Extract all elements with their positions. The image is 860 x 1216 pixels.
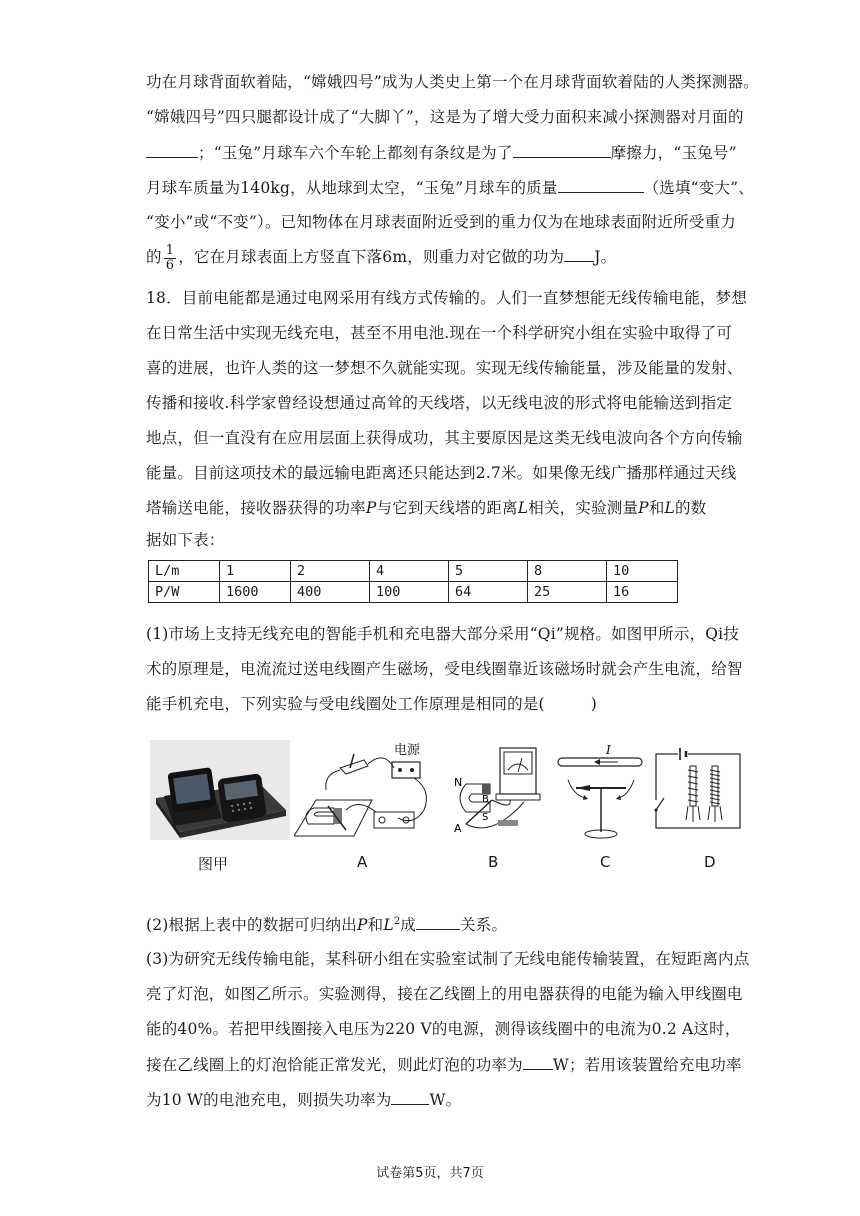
text-line: 能量。目前这项技术的最远输电距离还只能达到2.7米。如果像无线广播那样通过天线 — [146, 464, 737, 482]
text-segment: 和 — [648, 499, 665, 517]
text-segment: 摩擦力，“玉兔号” — [610, 144, 737, 162]
text-line — [146, 142, 737, 163]
table-row — [149, 561, 678, 582]
text-line: 据如下表： — [146, 531, 225, 549]
text-segment: 与它到天线塔的距离 — [376, 499, 518, 517]
answer-blank[interactable] — [564, 246, 594, 262]
variable-l: L — [517, 499, 529, 517]
question-18-line: 18．目前电能都是通过电网采用有线方式传输的。人们一直梦想能无线传输电能，梦想 — [146, 289, 748, 307]
experiment-d-diagram — [652, 740, 744, 844]
text-segment: （选填“变大”、 — [643, 179, 755, 197]
table-cell: 10 — [607, 561, 678, 582]
subquestion-2-line — [146, 914, 507, 935]
text-line: 喜的进展，也许人类的这一梦想不久就能实现。实现无线传输能量，涉及能量的发射、 — [146, 359, 743, 377]
answer-blank[interactable] — [146, 142, 198, 158]
text-segment: ；“玉兔”月球车六个车轮上都刻有条纹是为了 — [198, 144, 513, 162]
answer-blank[interactable] — [513, 142, 611, 158]
wireless-charger-photo — [150, 740, 290, 840]
text-segment: 和 — [367, 916, 384, 934]
text-segment: ) — [590, 695, 597, 713]
text-line — [146, 498, 706, 518]
text-line — [146, 242, 616, 273]
figure-caption: 图甲 — [198, 855, 229, 873]
text-segment: W。 — [429, 1091, 462, 1109]
answer-blank[interactable] — [391, 1089, 429, 1105]
text-line: “嫦娥四号”四只腿都设计成了“大脚丫”，这是为了增大受力面积来减小探测器对月面的 — [146, 108, 744, 126]
answer-blank[interactable] — [558, 177, 644, 193]
fraction-numerator: 1 — [165, 242, 175, 258]
table-cell: 2 — [291, 561, 370, 582]
text-segment: 成 — [400, 916, 417, 934]
text-segment: ，它在月球表面上方竖直下落6m，则重力对它做的功为 — [178, 248, 565, 266]
text-line — [146, 1089, 461, 1110]
text-segment: 关系。 — [460, 916, 508, 934]
table-cell: 8 — [528, 561, 607, 582]
table-cell: 100 — [370, 582, 449, 603]
text-line: 传播和接收.科学家曾经设想通过高耸的天线塔，以无线电波的形式将电能输送到指定 — [146, 394, 733, 412]
variable-l: L — [383, 916, 394, 934]
data-table — [148, 560, 678, 603]
table-row — [149, 582, 678, 603]
text-segment: 接在乙线圈上的灯泡恰能正常发光，则此灯泡的功率为 — [146, 1056, 523, 1074]
text-line — [146, 177, 754, 198]
table-cell: 4 — [370, 561, 449, 582]
experiment-c-diagram — [556, 740, 646, 844]
figure-caption: D — [704, 853, 716, 871]
table-cell: 64 — [449, 582, 528, 603]
magnet-north-label: N — [454, 776, 463, 789]
text-line — [146, 694, 597, 714]
variable-p: P — [365, 499, 377, 517]
fraction-denominator: 6 — [165, 257, 175, 273]
variable-l: L — [664, 499, 676, 517]
table-cell: 25 — [528, 582, 607, 603]
table-cell: 400 — [291, 582, 370, 603]
exponent: 2 — [393, 915, 401, 927]
text-segment: 月球车质量为140kg，从地球到太空，“玉兔”月球车的质量 — [146, 179, 558, 197]
text-segment: W；若用该装置给充电功率 — [552, 1056, 742, 1074]
text-line — [146, 1054, 742, 1075]
text-segment: 能手机充电，下列实验与受电线圈处工作原理是相同的是( — [146, 695, 545, 713]
text-line: 术的原理是，电流流过送电线圈产生磁场，受电线圈靠近该磁场时就会产生电流，给智 — [146, 660, 743, 678]
figure-caption: B — [488, 853, 499, 871]
subquestion-3-line: (3)为研究无线传输电能，某科研小组在实验室试制了无线电能传输装置，在短距离内点 — [146, 950, 750, 968]
variable-p: P — [638, 499, 649, 517]
text-line: 功在月球背面软着陆，“嫦娥四号”成为人类史上第一个在月球背面软着陆的人类探测器。 — [146, 73, 759, 91]
experiment-b-diagram — [452, 740, 544, 844]
table-cell: 1 — [220, 561, 291, 582]
experiment-a-diagram — [294, 740, 448, 844]
conductor-b-label: B — [482, 794, 489, 805]
table-cell: L/m — [149, 561, 220, 582]
text-line: 能的40%。若把甲线圈接入电压为220 V的电源，测得该线圈中的电流为0.2 A这时， — [146, 1020, 741, 1038]
text-line: 地点，但一直没有在应用层面上获得成功，其主要原因是这类无线电波向各个方向传输 — [146, 429, 743, 447]
fraction — [164, 244, 176, 273]
text-segment: J。 — [594, 248, 617, 266]
answer-blank[interactable] — [416, 914, 460, 930]
variable-p: P — [356, 916, 368, 934]
table-cell: 5 — [449, 561, 528, 582]
text-segment: 塔输送电能，接收器获得的功率 — [146, 499, 366, 517]
text-segment: 为10 W的电池充电，则损失功率为 — [146, 1091, 392, 1109]
figure-caption: A — [357, 853, 368, 871]
text-segment: 的数 — [675, 499, 707, 517]
text-line: 在日常生活中实现无线充电，甚至不用电池.现在一个科学研究小组在实验中取得了可 — [146, 324, 733, 342]
text-line: 亮了灯泡，如图乙所示。实验测得，接在乙线圈上的用电器获得的电能为输入甲线圈电 — [146, 985, 743, 1003]
magnet-south-label: S — [482, 812, 489, 823]
table-cell: 1600 — [220, 582, 291, 603]
text-segment: (2)根据上表中的数据可归纳出 — [146, 916, 357, 934]
table-cell: P/W — [149, 582, 220, 603]
table-cell: 16 — [607, 582, 678, 603]
figure-caption: C — [600, 853, 611, 871]
page-footer: 试卷第5页，共7页 — [376, 1166, 484, 1181]
text-segment: 的 — [146, 248, 162, 266]
text-segment: 相关，实验测量 — [528, 499, 639, 517]
power-source-label: 电源 — [394, 743, 421, 758]
conductor-a-label: A — [454, 822, 462, 835]
subquestion-1-line: (1)市场上支持无线充电的智能手机和充电器大部分采用“Qi”规格。如图甲所示，Qi技 — [146, 625, 740, 643]
answer-blank[interactable] — [523, 1054, 553, 1070]
current-label: I — [606, 743, 611, 757]
text-line: “变小”或“不变”）。已知物体在月球表面附近受到的重力仅为在地球表面附近所受重力 — [146, 213, 736, 231]
